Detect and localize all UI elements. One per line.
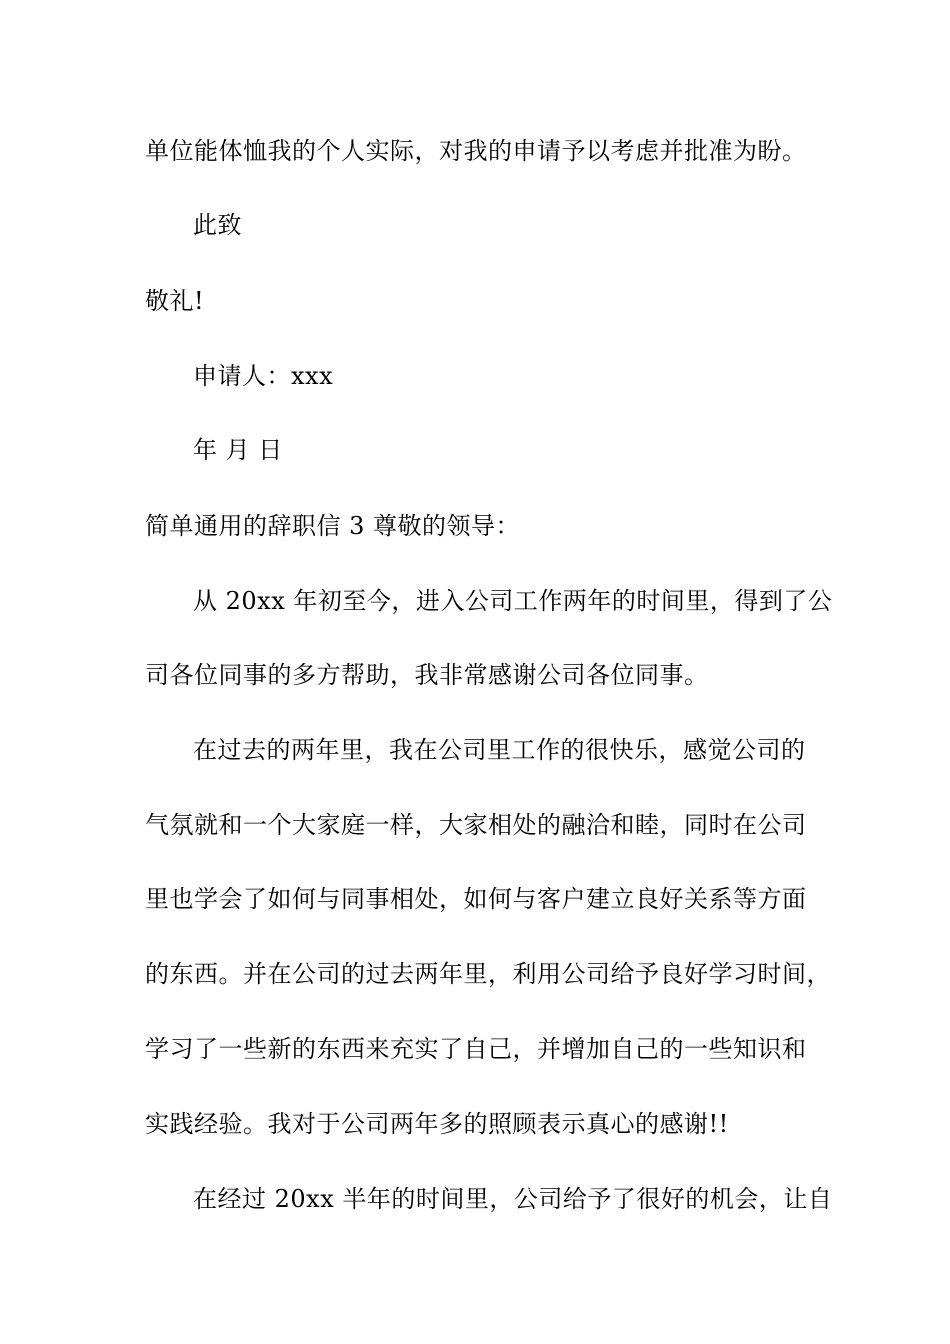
applicant-signature: 申请人：xxx [193, 362, 334, 390]
paragraph-line: 从 20xx 年初至今，进入公司工作两年的时间里，得到了公 [193, 587, 833, 615]
date-line: 年 月 日 [193, 436, 283, 464]
paragraph-line: 在过去的两年里，我在公司里工作的很快乐，感觉公司的 [193, 736, 806, 764]
paragraph-line: 里也学会了如何与同事相处，如何与客户建立良好关系等方面 [145, 885, 807, 913]
letter-heading: 简单通用的辞职信 3 尊敬的领导： [145, 512, 521, 540]
closing-respect: 敬礼! [145, 287, 205, 315]
paragraph-line: 实践经验。我对于公司两年多的照顾表示真心的感谢!! [145, 1110, 729, 1138]
paragraph-line: 的东西。并在公司的过去两年里，利用公司给予良好学习时间， [145, 960, 831, 988]
closing-salutation: 此致 [193, 211, 242, 239]
paragraph-line: 学习了一些新的东西来充实了自己，并增加自己的一些知识和 [145, 1035, 807, 1063]
paragraph-line: 气氛就和一个大家庭一样，大家相处的融洽和睦，同时在公司 [145, 811, 807, 839]
paragraph-line: 在经过 20xx 半年的时间里，公司给予了很好的机会，让自 [193, 1185, 833, 1213]
paragraph-line: 单位能体恤我的个人实际，对我的申请予以考虑并批准为盼。 [145, 137, 807, 165]
paragraph-line: 司各位同事的多方帮助，我非常感谢公司各位同事。 [145, 661, 709, 689]
